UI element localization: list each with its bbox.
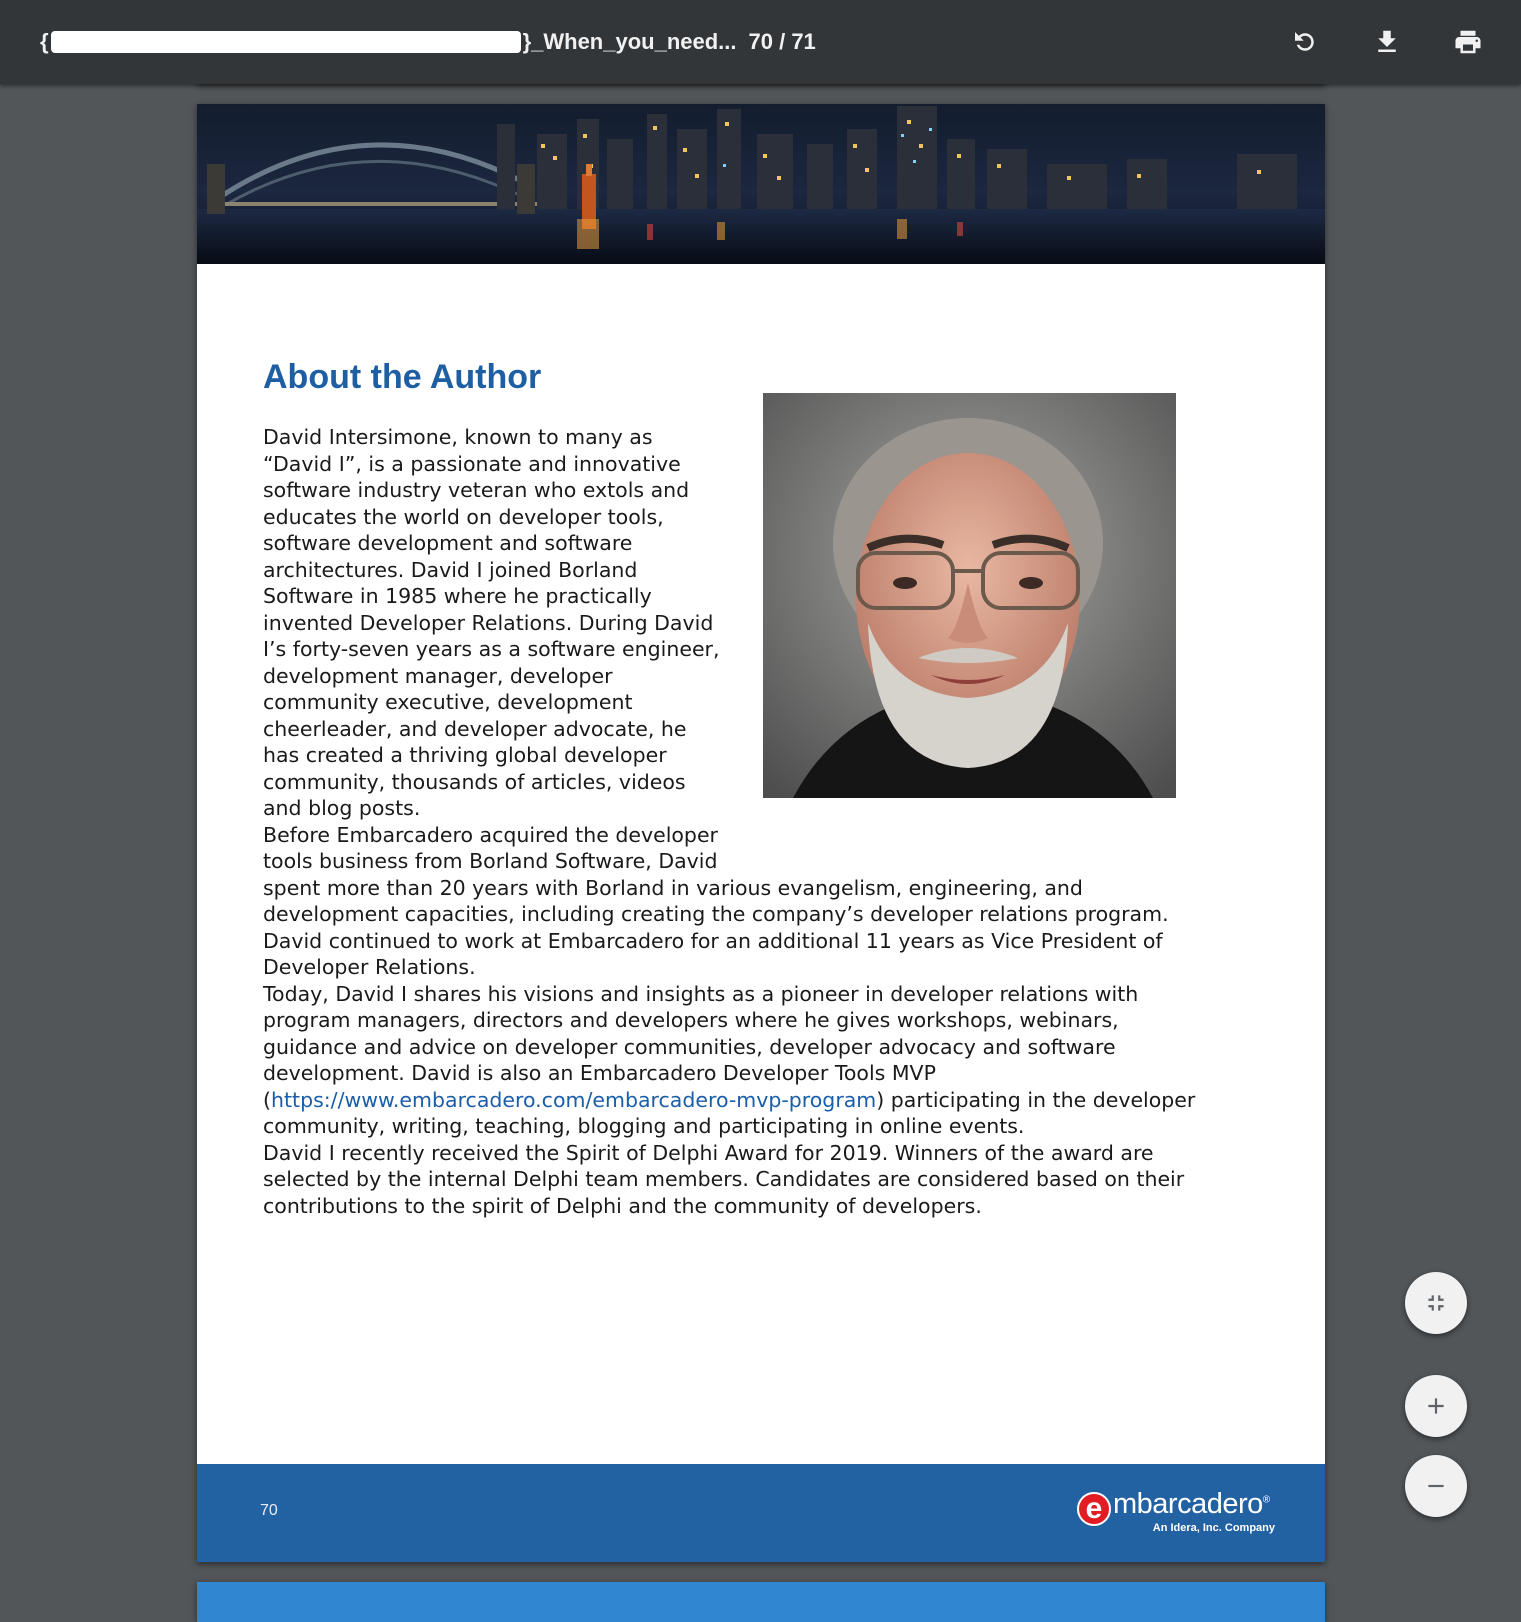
bio-paragraph-2: Before Embarcadero acquired the developer tools business from Borland Software, David spent more than 20 years with Borland in various evangelism, engineering, and development capacities, including creating the company’s developer relations program. David continued to work at Embarcadero for an additional 11 years as Vice President of Developer Relations. — [263, 822, 1169, 979]
document-title — [40, 27, 816, 57]
next-page — [197, 1582, 1325, 1622]
rotate-button[interactable] — [1283, 20, 1327, 64]
pdf-page — [197, 104, 1325, 1562]
print-icon — [1453, 27, 1483, 57]
bio-paragraph-1: David Intersimone, known to many as “David I”, is a passionate and innovative software industry veteran who extols and educates the world on developer tools, software development and software architectures. David I joined Borland Software in 1985 where he practically invented Developer Relations. During David I’s forty-seven years as a software engineer, development manager, developer community executive, development cheerleader, and developer advocate, he has created a thriving global developer community, thousands of articles, videos and blog posts. — [263, 425, 720, 820]
logo-e-mark: e — [1077, 1492, 1111, 1526]
title-open-brace: { — [40, 29, 49, 54]
minus-icon — [1423, 1473, 1449, 1499]
page-indicator: 70 / 71 — [748, 29, 816, 54]
bio-paragraph-4: David I recently received the Spirit of Delphi Award for 2019. Winners of the award are selected by the internal Delphi team members. Candidates are considered based on their contributions to the spirit of Delphi and the community of developers. — [263, 1140, 1185, 1218]
photo-text-wrap-spacer — [725, 424, 1203, 864]
page-heading: About the Author — [263, 358, 542, 396]
logo-word-text: mbarcadero — [1113, 1488, 1263, 1520]
zoom-in-button[interactable] — [1405, 1375, 1467, 1437]
redacted-title-block — [51, 31, 521, 53]
bio-paragraph-3-start: Today, David I shares his visions and insights as a pioneer in developer relations with program managers, directors and developers where he gives workshops, webinars, guidance and advice on developer communities, developer advocacy and software development. David is also an Embarcadero Developer Tools MVP ( — [263, 981, 1139, 1112]
fit-to-page-button[interactable] — [1405, 1272, 1467, 1334]
pdf-toolbar — [0, 0, 1521, 84]
print-button[interactable] — [1446, 20, 1490, 64]
zoom-out-button[interactable] — [1405, 1455, 1467, 1517]
page-footer — [197, 1464, 1325, 1562]
title-suffix: }_When_you_need... — [522, 29, 737, 54]
logo-registered-mark: ® — [1262, 1494, 1270, 1506]
page-number: 70 — [260, 1502, 278, 1519]
download-button[interactable] — [1365, 20, 1409, 64]
fit-page-icon — [1423, 1290, 1449, 1316]
download-icon — [1372, 27, 1402, 57]
embarcadero-logo — [1077, 1488, 1287, 1540]
bio-paragraph-3 — [263, 981, 1203, 1140]
logo-wordmark — [1113, 1488, 1270, 1521]
rotate-icon — [1290, 27, 1320, 57]
plus-icon — [1423, 1393, 1449, 1419]
author-bio — [263, 424, 1203, 1219]
city-skyline-banner — [197, 104, 1325, 264]
logo-subtitle: An Idera, Inc. Company — [1152, 1522, 1275, 1534]
mvp-program-link[interactable]: https://www.embarcadero.com/embarcadero-mvp-program — [271, 1087, 877, 1112]
bio-paragraph-3-end: ) participating in the developer community, writing, teaching, blogging and participating in online events. — [263, 1087, 1196, 1138]
